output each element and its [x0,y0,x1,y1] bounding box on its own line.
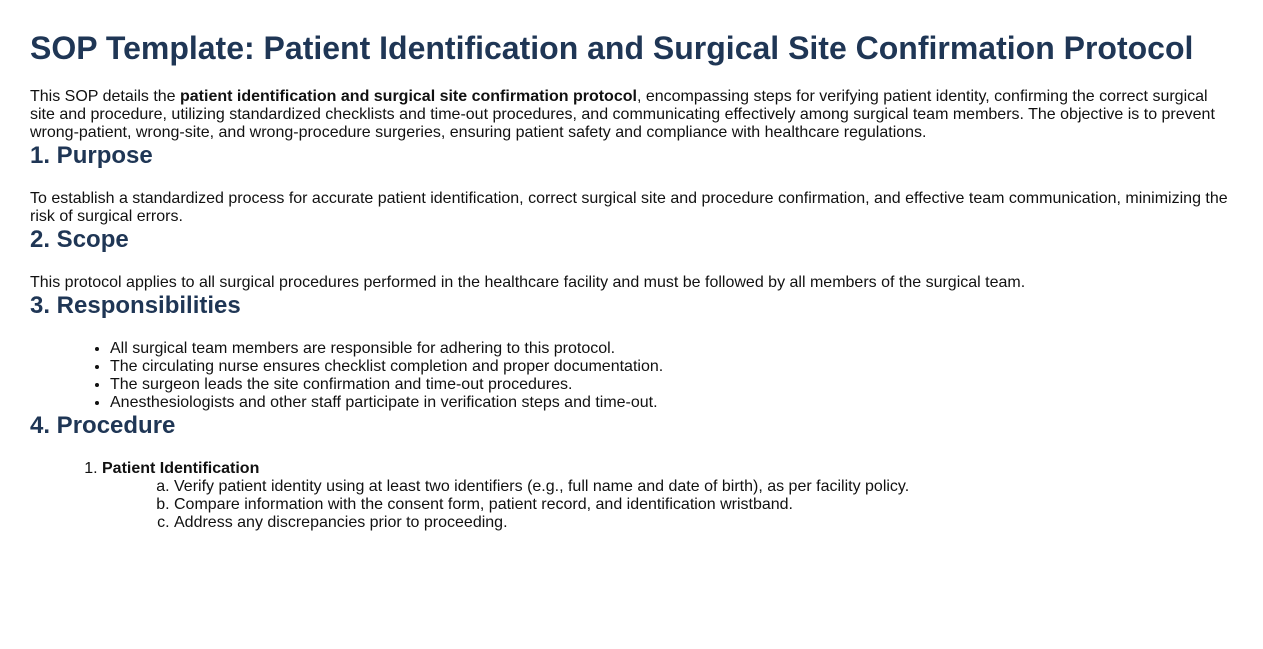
section-heading-responsibilities: 3. Responsibilities [30,292,241,319]
intro-text-after: , encompassing steps for verifying patient identity, confirming the correct surgical site and procedure, utilizing standardized checklists and time-out procedures, and communicating effectively among surgical team members. The objective is to prevent wrong-patient, wrong-site, and wrong-procedure surgeries, ensuring patient safety and compliance with healthcare regulations. [30,88,1215,141]
section-scope [30,226,1233,292]
list-item: • The circulating nurse ensures checklist completion and proper documentation. [110,358,1233,376]
section-responsibilities [30,292,1233,412]
procedure-step-title: Patient Identification [102,460,260,477]
procedure-substeps-list [102,478,1233,532]
section-heading-scope: 2. Scope [30,226,129,253]
section-heading-purpose: 1. Purpose [30,142,153,169]
intro-text-bold: patient identification and surgical site confirmation protocol [180,88,637,105]
section-text-scope: This protocol applies to all surgical procedures performed in the healthcare facility and must be followed by all members of the surgical team. [30,274,1026,291]
section-purpose [30,142,1233,226]
intro-text-before: This SOP details the [30,88,180,105]
section-procedure [30,412,1233,532]
list-item: • The surgeon leads the site confirmation and time-out procedures. [110,376,1233,394]
page-title: SOP Template: Patient Identification and Surgical Site Confirmation Protocol [30,30,1194,66]
procedure-substep: a. Verify patient identity using at least two identifiers (e.g., full name and date of birth), as per facility policy. [174,478,1233,496]
procedure-substep: b. Compare information with the consent form, patient record, and identification wristband. [174,496,1233,514]
list-item: • Anesthesiologists and other staff participate in verification steps and time-out. [110,394,1233,412]
procedure-steps-list [30,460,1233,532]
procedure-step [102,460,1233,532]
list-item: • All surgical team members are responsible for adhering to this protocol. [110,340,1233,358]
section-text-purpose: To establish a standardized process for accurate patient identification, correct surgical site and procedure confirmation, and effective team communication, minimizing the risk of surgical errors. [30,190,1228,225]
intro-paragraph [30,88,1233,142]
section-heading-procedure: 4. Procedure [30,412,176,439]
procedure-substep: c. Address any discrepancies prior to proceeding. [174,514,1233,532]
responsibilities-list [30,340,1233,412]
